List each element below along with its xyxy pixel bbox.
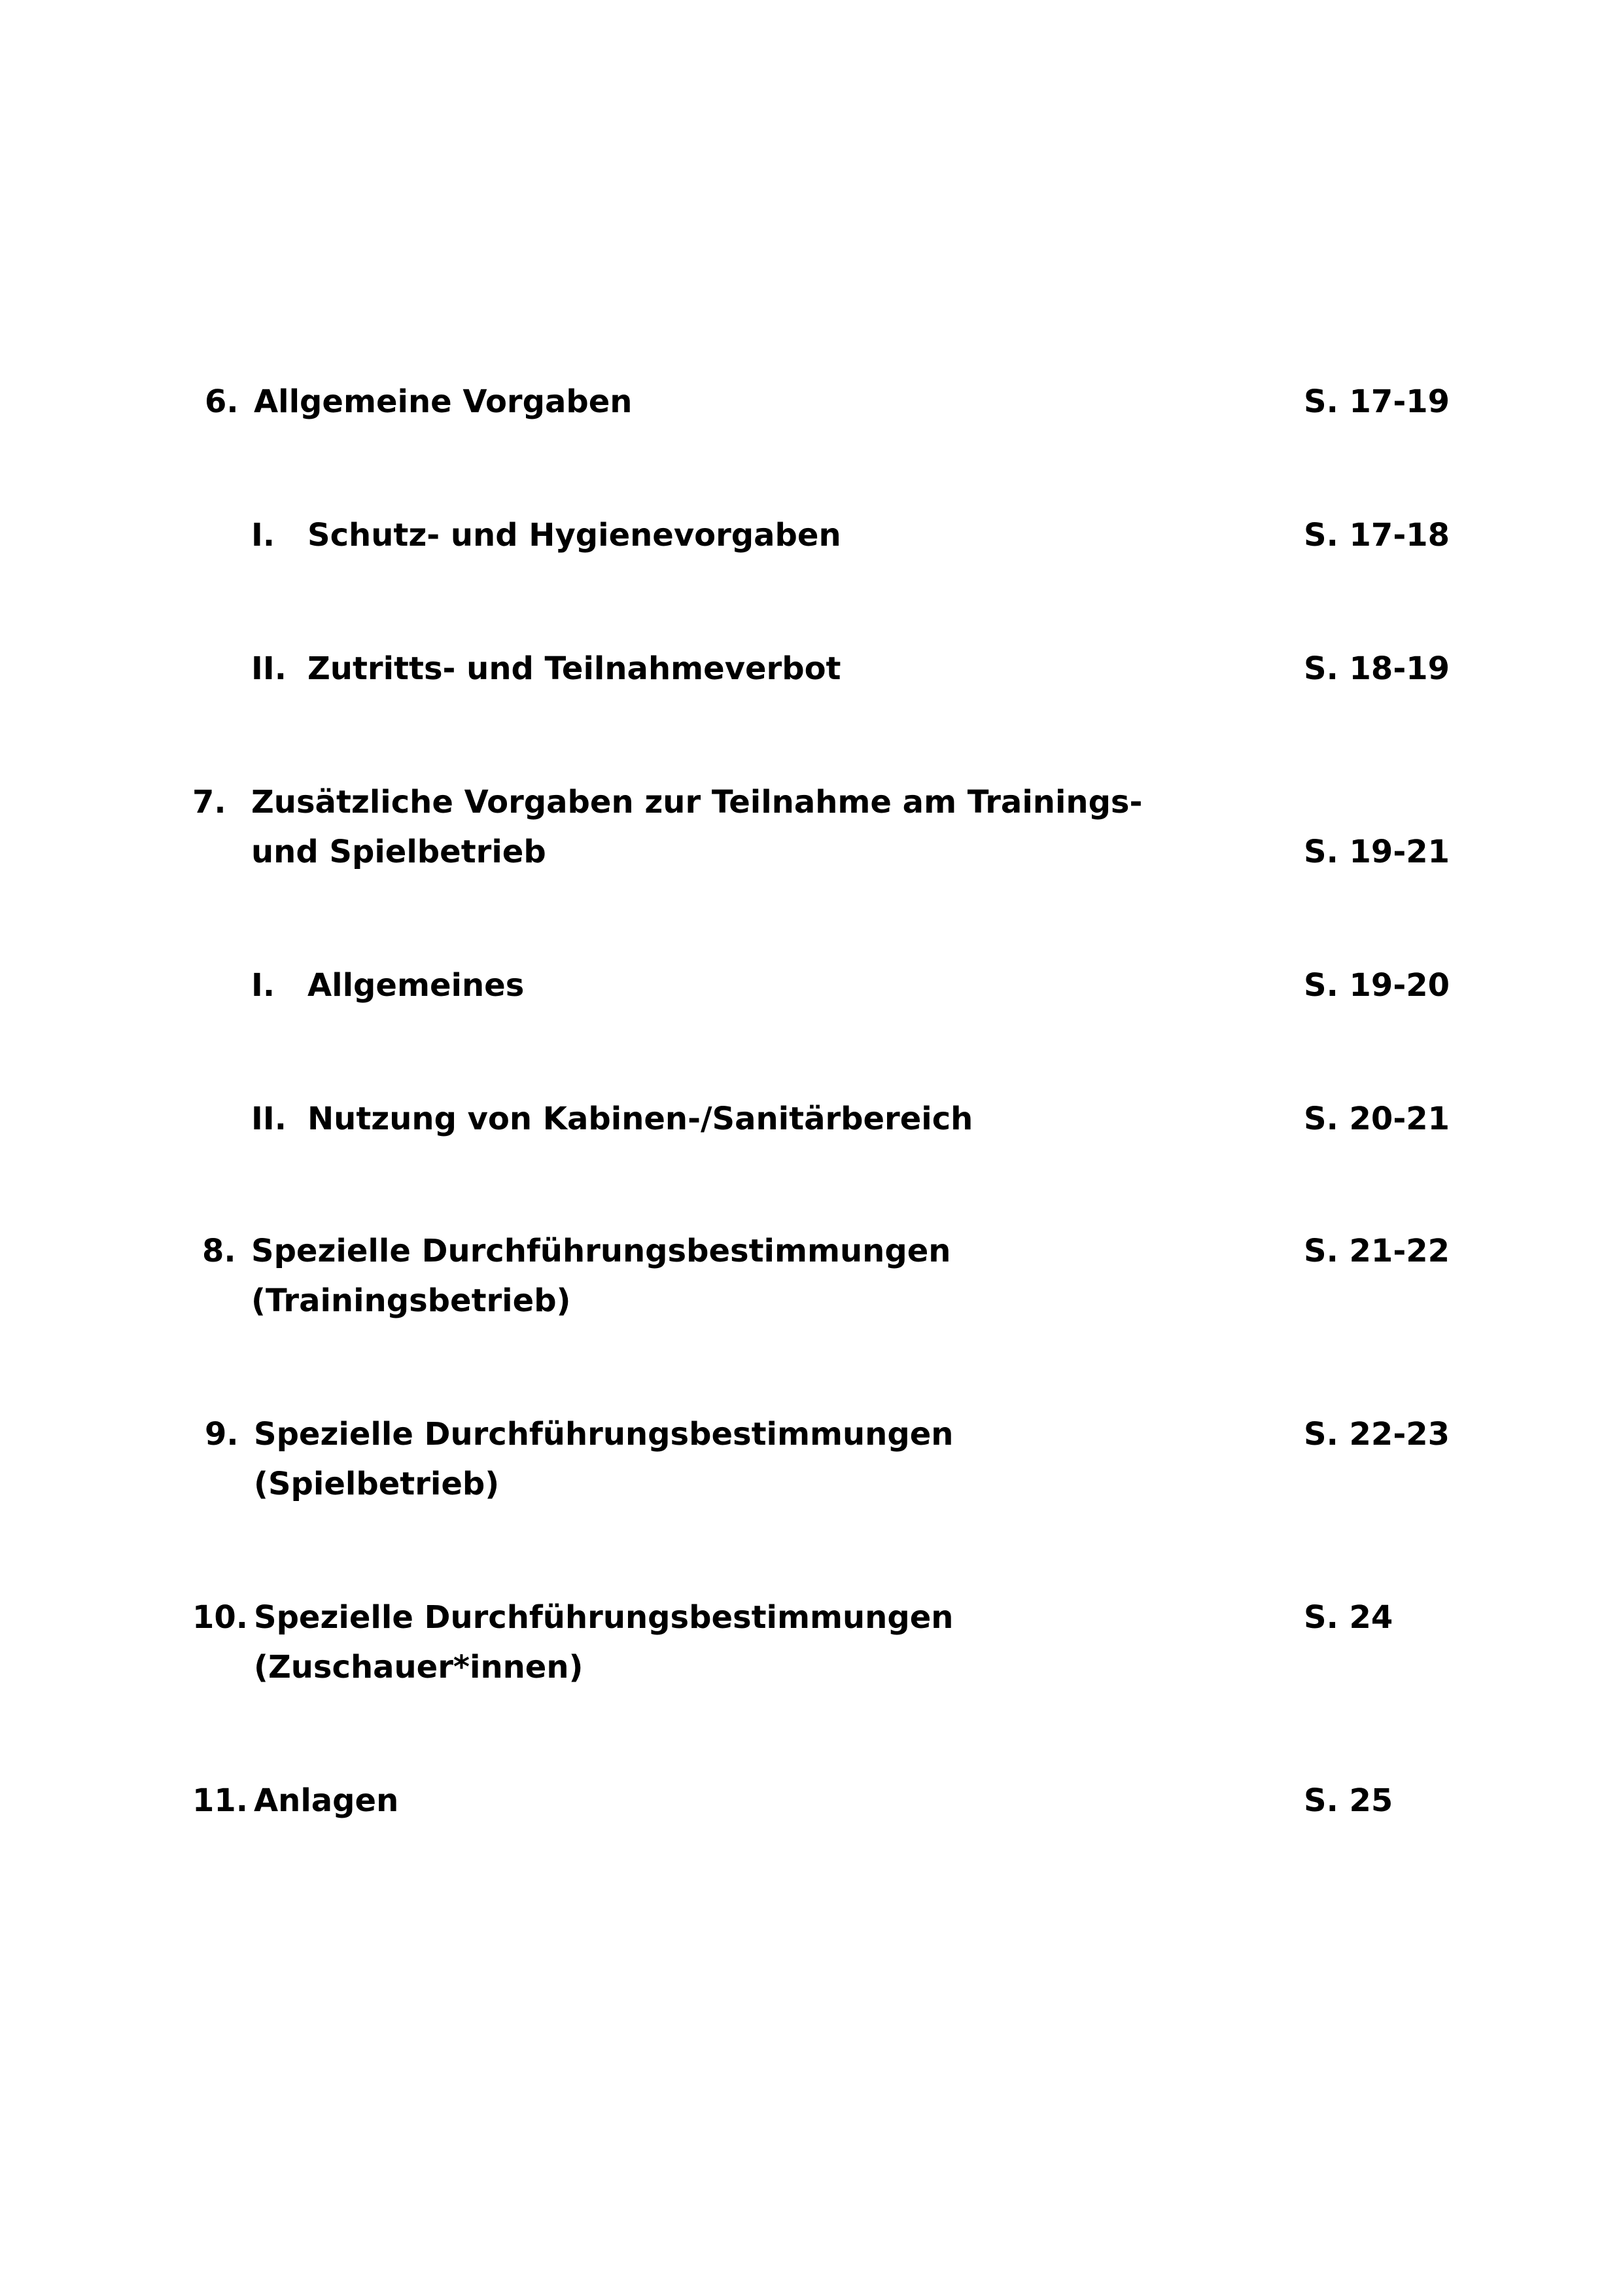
toc-entry-pages: S. 20-21	[1304, 1101, 1450, 1137]
toc-entry-number: 6.	[205, 383, 239, 420]
toc-entry-title	[254, 1776, 398, 1826]
toc-entry-title-line: (Zuschauer*innen)	[254, 1649, 584, 1686]
toc-entry-number: 11.	[192, 1782, 249, 1819]
toc-entry-title-line: Schutz- und Hygienevorgaben	[307, 517, 841, 554]
toc-entry-title-line: Nutzung von Kabinen-/Sanitärbereich	[307, 1101, 973, 1137]
toc-entry-title-line: (Trainingsbetrieb)	[251, 1282, 571, 1319]
toc-entry-title-line: Spezielle Durchführungsbestimmungen	[254, 1599, 954, 1636]
toc-entry-number: 9.	[205, 1416, 239, 1453]
toc-entry-title	[307, 510, 841, 560]
toc-entry-pages: S. 19-20	[1304, 967, 1450, 1004]
toc-entry-number: 7.	[192, 784, 226, 821]
toc-entry-number: I.	[251, 517, 275, 554]
toc-entry-title	[254, 1409, 953, 1509]
toc-entry-number: I.	[251, 967, 275, 1004]
toc-entry-title	[307, 961, 524, 1010]
toc-entry-title-line: und Spielbetrieb	[251, 834, 546, 870]
toc-entry-pages: S. 22-23	[1304, 1416, 1450, 1453]
toc-entry-title-line: Zusätzliche Vorgaben zur Teilnahme am Trainings-	[251, 784, 1143, 821]
toc-entry-pages: S. 24	[1304, 1599, 1393, 1636]
toc-entry-pages: S. 17-19	[1304, 383, 1450, 420]
toc-entry-title	[307, 644, 841, 694]
toc-entry-title-line: (Spielbetrieb)	[254, 1466, 500, 1502]
toc-entry-title-line: Spezielle Durchführungsbestimmungen	[254, 1416, 954, 1453]
toc-entry-pages: S. 25	[1304, 1782, 1393, 1819]
toc-entry-title	[251, 1226, 951, 1326]
toc-entry-title	[307, 1094, 973, 1144]
toc-entry-pages: S. 18-19	[1304, 650, 1450, 687]
toc-entry-number: II.	[251, 650, 287, 687]
toc-entry-title-line: Allgemeines	[307, 967, 525, 1004]
toc-entry-pages: S. 19-21	[1304, 834, 1450, 870]
toc-entry-title	[254, 377, 632, 427]
toc-entry-pages: S. 21-22	[1304, 1233, 1450, 1269]
toc-entry-title-line: Anlagen	[254, 1782, 399, 1819]
toc-entry-pages: S. 17-18	[1304, 517, 1450, 554]
toc-entry-title-line: Zutritts- und Teilnahmeverbot	[307, 650, 841, 687]
toc-entry-title-line: Spezielle Durchführungsbestimmungen	[251, 1233, 951, 1269]
toc-entry-number: 10.	[192, 1599, 249, 1636]
toc-entry-number: 8.	[202, 1233, 236, 1269]
toc-entry-title-line: Allgemeine Vorgaben	[254, 383, 633, 420]
toc-entry-number: II.	[251, 1101, 287, 1137]
toc-entry-title	[254, 1593, 953, 1692]
toc-entry-title	[251, 777, 1142, 877]
